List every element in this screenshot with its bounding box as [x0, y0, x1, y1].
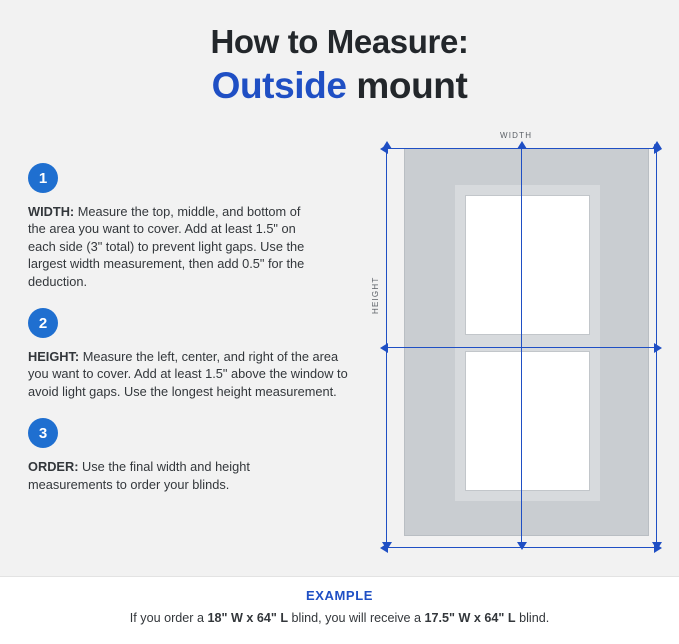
width-arrow-right-bottom — [654, 543, 662, 553]
step-badge-3: 3 — [28, 418, 58, 448]
window-inner-frame — [455, 185, 600, 501]
example-suffix: blind. — [515, 611, 550, 625]
title-accent-word: Outside — [211, 65, 347, 106]
step-body-3: Use the final width and height measurements to order your blinds. — [28, 459, 250, 492]
window-measurement-diagram — [371, 131, 663, 556]
title-line-1: How to Measure: — [210, 23, 469, 60]
example-footer — [0, 576, 679, 644]
step-lead-3: ORDER: — [28, 459, 79, 475]
step-text-1 — [28, 203, 318, 290]
window-pane-top — [465, 195, 590, 335]
center-vertical-arrow-up — [517, 141, 527, 149]
height-label: HEIGHT — [371, 273, 380, 318]
example-text — [0, 611, 679, 625]
center-horizontal-measure-line — [386, 347, 656, 348]
title-suffix-word: mount — [346, 65, 468, 106]
step-body-2: Measure the left, center, and right of the area you want to cover. Add at least 1.5" above the window to avoid light gaps. Use the longest height measurement. — [28, 349, 348, 399]
height-arrow-up-right — [652, 141, 662, 149]
step-body-1: Measure the top, middle, and bottom of the area you want to cover. Add at least 1.5" on each side (3" total) to prevent light gaps. Use the largest width measurement, then add 0.5" for the deduction. — [28, 204, 305, 289]
center-vertical-arrow-down — [517, 542, 527, 550]
steps-list — [28, 163, 368, 511]
example-title: EXAMPLE — [305, 588, 374, 603]
step-item-2 — [28, 308, 368, 400]
example-middle: blind, you will receive a — [288, 611, 425, 625]
window-pane-bottom — [465, 351, 590, 491]
example-order-size: 18" W x 64" L — [207, 611, 289, 625]
step-badge-1: 1 — [28, 163, 58, 193]
page-title — [0, 22, 679, 108]
title-line-2 — [0, 64, 679, 108]
center-horizontal-arrow-left — [380, 343, 388, 353]
height-arrow-up-left — [382, 141, 392, 149]
example-received-size: 17.5" W x 64" L — [424, 611, 516, 625]
window-outer-frame — [404, 148, 649, 536]
step-text-3 — [28, 458, 328, 493]
example-prefix: If you order a — [129, 611, 208, 625]
center-horizontal-arrow-right — [654, 343, 662, 353]
step-item-1 — [28, 163, 368, 290]
step-badge-2: 2 — [28, 308, 58, 338]
step-item-3 — [28, 418, 368, 493]
step-text-2 — [28, 348, 358, 400]
step-lead-2: HEIGHT: — [28, 349, 80, 365]
step-lead-1: WIDTH: — [28, 204, 75, 219]
width-arrow-left-bottom — [380, 543, 388, 553]
width-label: WIDTH — [496, 131, 536, 140]
